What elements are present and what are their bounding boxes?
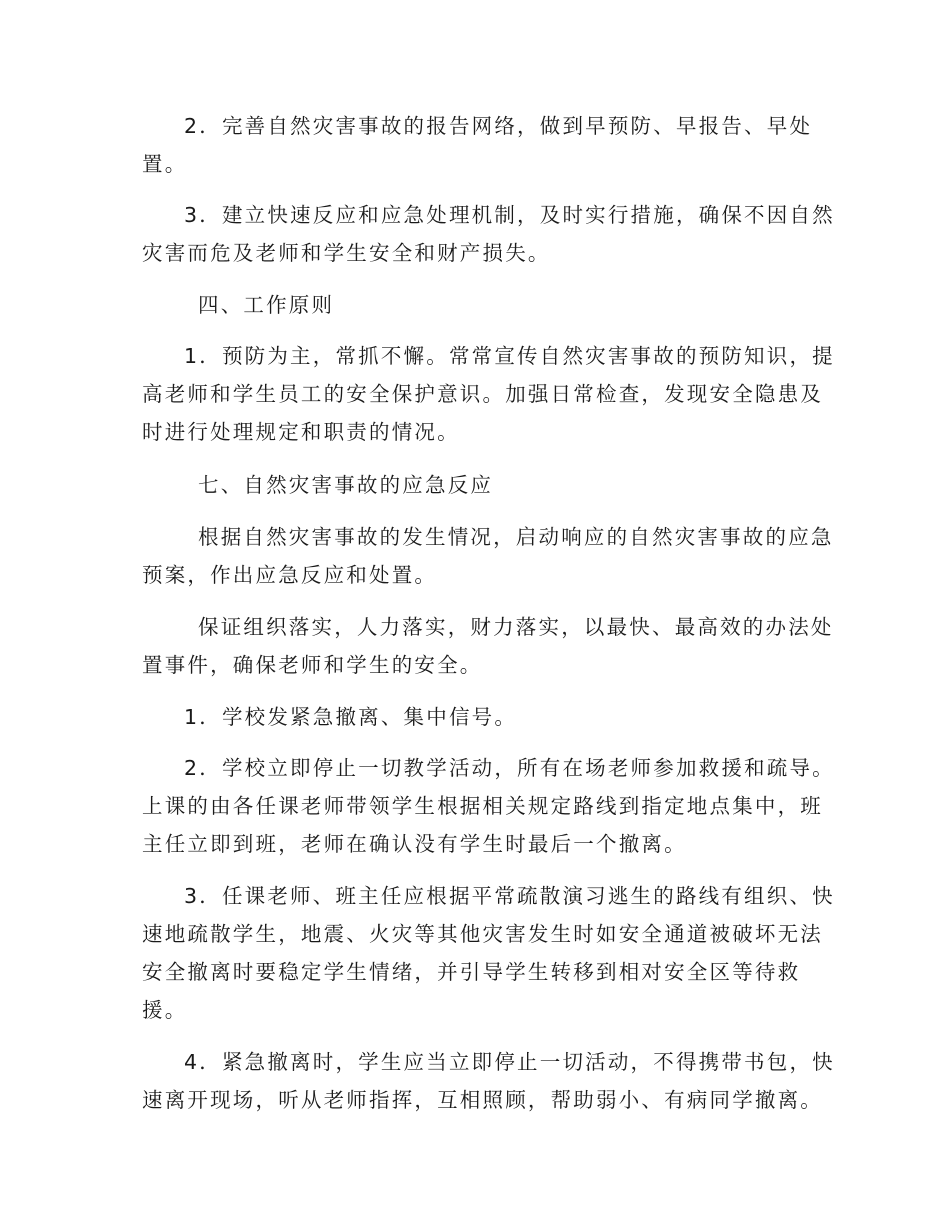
- paragraph-ensure-organization: [142, 608, 834, 684]
- section-heading-work-principles: [142, 286, 810, 324]
- text-line: 置事件，确保老师和学生的安全。: [142, 653, 483, 677]
- text-line: 1．预防为主，常抓不懈。常常宣传自然灾害事故的预防知识，提: [184, 344, 835, 368]
- text-line: 保证组织落实，人力落实，财力落实，以最快、最高效的办法处: [198, 615, 834, 639]
- text-line: 预案，作出应急反应和处置。: [142, 563, 438, 587]
- text-line: 3．建立快速反应和应急处理机制，及时实行措施，确保不因自然: [184, 203, 835, 227]
- text-line: 灾害而危及老师和学生安全和财产损失。: [142, 241, 551, 265]
- paragraph-activate-plan: [142, 518, 834, 594]
- paragraph-item-3-rapid-response: [142, 196, 835, 272]
- text-line: 2．完善自然灾害事故的报告网络，做到早预防、早报告、早处: [184, 114, 813, 138]
- paragraph-item-4-emergency-evacuation: [142, 1043, 835, 1119]
- text-line: 主任立即到班，老师在确认没有学生时最后一个撤离。: [142, 832, 687, 856]
- text-line: 速地疏散学生，地震、火灾等其他灾害发生时如安全通道被破坏无法: [142, 922, 823, 946]
- text-line: 援。: [142, 998, 188, 1022]
- text-line: 时进行处理规定和职责的情况。: [142, 420, 460, 444]
- text-line: 根据自然灾害事故的发生情况，启动响应的自然灾害事故的应急: [198, 525, 834, 549]
- heading-line: 四、工作原则: [198, 293, 335, 317]
- text-line: 1．学校发紧急撤离、集中信号。: [184, 705, 518, 729]
- text-line: 速离开现场，听从老师指挥，互相照顾，帮助弱小、有病同学撤离。: [142, 1088, 823, 1112]
- paragraph-item-2-stop-teaching: [142, 749, 835, 863]
- paragraph-item-1-evacuation-signal: [142, 698, 810, 736]
- paragraph-item-2-report-network: [142, 107, 813, 183]
- text-line: 高老师和学生员工的安全保护意识。加强日常检查，发现安全隐患及: [142, 382, 823, 406]
- paragraph-item-3-organized-dispersal: [142, 877, 835, 1029]
- text-line: 2．学校立即停止一切教学活动，所有在场老师参加救援和疏导。: [184, 756, 835, 780]
- text-line: 置。: [142, 152, 188, 176]
- text-line: 3．任课老师、班主任应根据平常疏散演习逃生的路线有组织、快: [184, 884, 835, 908]
- text-line: 4．紧急撤离时，学生应当立即停止一切活动，不得携带书包，快: [184, 1050, 835, 1074]
- text-line: 上课的由各任课老师带领学生根据相关规定路线到指定地点集中，班: [142, 794, 823, 818]
- paragraph-item-1-prevention: [142, 337, 835, 451]
- section-heading-emergency-response: [142, 466, 810, 504]
- text-line: 安全撤离时要稳定学生情绪，并引导学生转移到相对安全区等待救: [142, 960, 801, 984]
- heading-line: 七、自然灾害事故的应急反应: [198, 473, 494, 497]
